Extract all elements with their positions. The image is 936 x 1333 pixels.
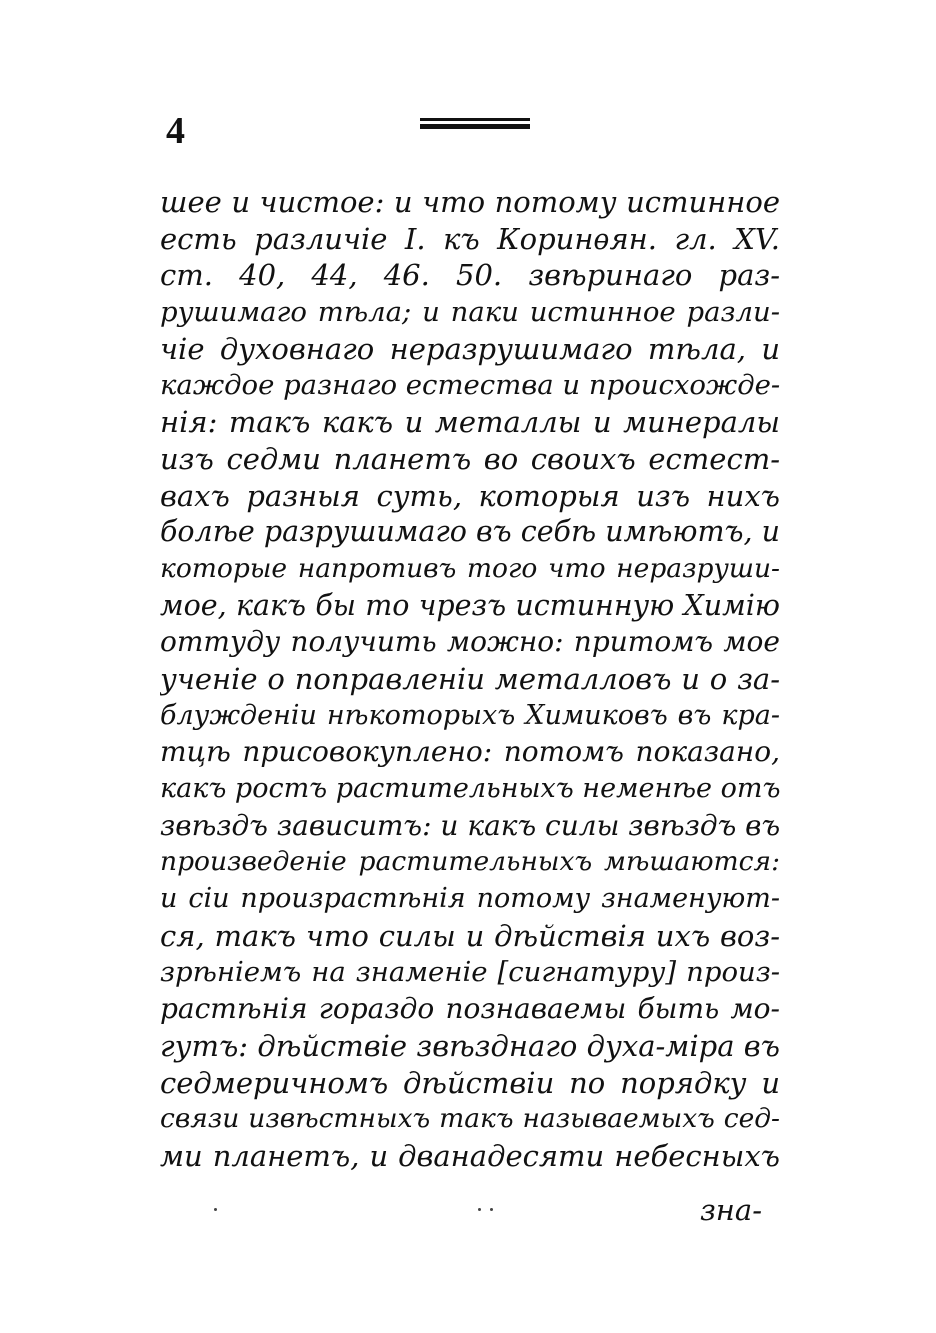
text-line: произведеніе растительныхъ мѣшаются:	[160, 846, 780, 878]
header-rule-thin-bar	[420, 118, 530, 121]
text-line: оттуду получить можно: притомъ мое	[160, 625, 780, 659]
text-line: ученіе о поправленіи металловъ и о за-	[160, 661, 780, 696]
text-line: какъ ростъ растительныхъ неменѣе отъ	[160, 773, 780, 804]
text-line: болѣе разрушимаго въ себѣ имѣютъ, и	[160, 515, 780, 549]
body-text	[160, 184, 780, 1175]
text-line: зрѣніемъ на знаменіе [сигнатуру] произ-	[160, 956, 780, 989]
text-line: гутъ: дѣйствіе звѣзднаго духа-міра въ	[160, 1028, 780, 1063]
print-speck	[214, 1208, 217, 1211]
text-line: тцѣ присовокуплено: потомъ показано,	[160, 735, 780, 769]
text-line: нія: такъ какъ и металлы и минералы	[160, 405, 780, 440]
text-line: есть различіе I. къ Коринѳян. гл. XV.	[160, 221, 780, 256]
header-ornament-rule	[420, 118, 530, 132]
text-line: ся, такъ что силы и дѣйствія ихъ воз-	[160, 918, 780, 953]
text-line: каждое разнаго естества и происхожде-	[160, 369, 780, 402]
text-line: мое, какъ бы то чрезъ истинную Химію	[160, 588, 780, 622]
text-line: растѣнія гораздо познаваемы быть мо-	[160, 992, 780, 1026]
header-rule-thick-bar	[420, 124, 530, 129]
print-speck	[478, 1208, 481, 1211]
text-line: связи извѣстныхъ такъ называемыхъ сед-	[160, 1103, 780, 1135]
text-line: которые напротивъ того что неразруши-	[160, 552, 780, 584]
text-line: вахъ разныя суть, которыя изъ нихъ	[160, 478, 780, 513]
text-line: блужденіи нѣкоторыхъ Химиковъ въ кра-	[160, 699, 780, 731]
page-number: 4	[166, 110, 185, 152]
print-speck	[490, 1208, 493, 1211]
text-line: рушимаго тѣла; и паки истинное разли-	[160, 296, 780, 329]
text-line: чіе духовнаго неразрушимаго тѣла, и	[160, 331, 780, 366]
text-line: ст. 40, 44, 46. 50. звѣринаго раз-	[160, 258, 780, 293]
text-line: седмеричномъ дѣйствіи по порядку и	[160, 1065, 780, 1100]
text-line: и сіи произрастѣнія потому знаменуют-	[160, 883, 780, 915]
text-line: звѣздъ зависитъ: и какъ силы звѣздъ въ	[160, 808, 780, 842]
catchword: зна-	[699, 1193, 762, 1227]
text-line: шее и чистое: и что потому истинное	[160, 185, 780, 219]
text-line: ми планетъ, и дванадесяти небесныхъ	[160, 1138, 780, 1173]
text-line: изъ седми планетъ во своихъ естест-	[160, 441, 780, 476]
